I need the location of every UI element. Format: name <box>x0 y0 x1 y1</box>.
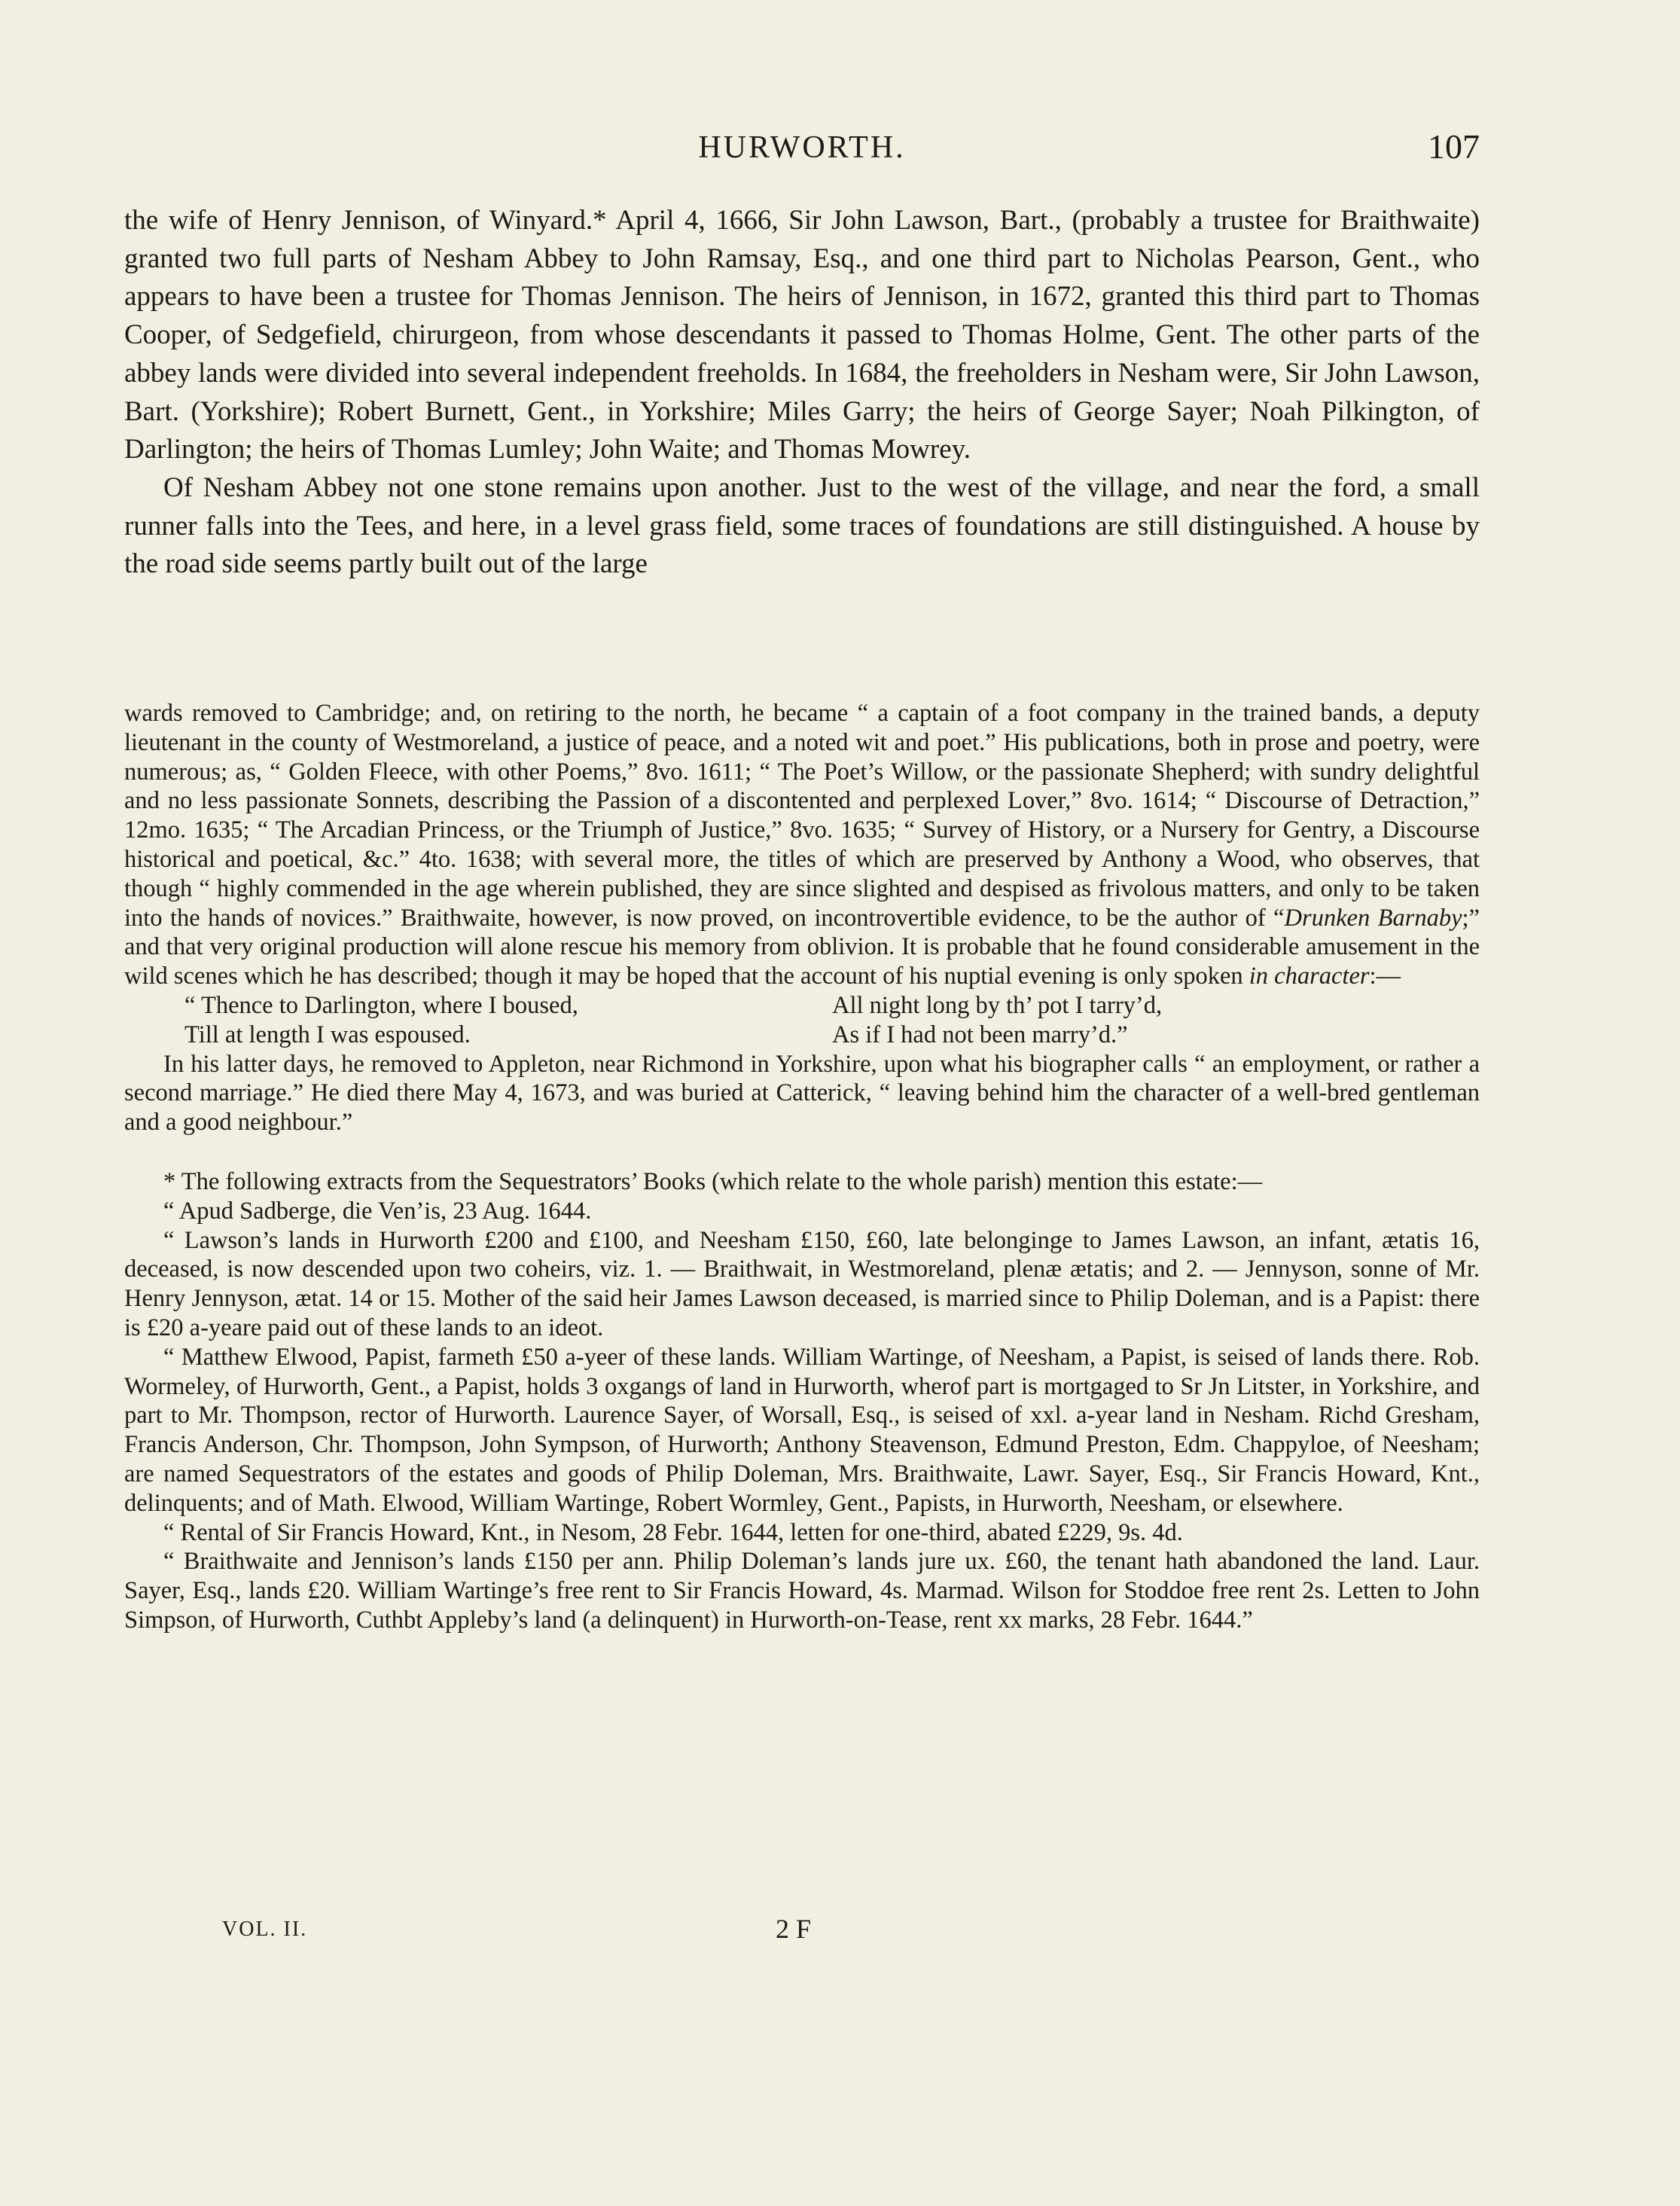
verse-line: All night long by th’ pot I tarry’d, <box>832 991 1163 1019</box>
main-paragraph-2: Of Nesham Abbey not one stone remains upon another. Just to the west of the village, and near the ford, a small runner falls into the Tees, and here, in a level grass field, some traces of foundations are still distinguished. A house by the road side seems partly built out of the large <box>124 471 1480 580</box>
footnote-text-part: :— <box>1369 963 1401 990</box>
sequestrators-extract-4: “ Braithwaite and Jennison’s lands £150 per ann. Philip Doleman’s lands jure ux. £60, the tenant hath abandoned the land. Laur. Sayer, Esq., lands £20. William Wartinge’s free rent to Sir Francis Howard, 4s. Marmad. Wilson for Stoddoe free rent 2s. Letten to John Simpson, of Hurworth, Cuthbt Appleby’s land (a delinquent) in Hurworth-on-Tease, rent xx marks, 28 Febr. 1644.” <box>124 1548 1480 1634</box>
footnote-gap <box>124 1137 1480 1167</box>
footnote-italic-title: Drunken Barnaby <box>1284 904 1462 932</box>
footnotes <box>124 699 1480 1635</box>
verse-quotation <box>124 991 1480 1050</box>
footnote-continuation <box>124 699 1480 991</box>
footnote-italic-phrase: in character <box>1249 963 1370 990</box>
sequestrators-extract-3: “ Rental of Sir Francis Howard, Knt., in Nesom, 28 Febr. 1644, letten for one-third, abated £229, 9s. 4d. <box>163 1518 1183 1546</box>
page-footer <box>222 1913 900 1946</box>
page-header <box>124 127 1480 179</box>
verse-right-column <box>832 991 1480 1050</box>
verse-left-column <box>184 991 832 1050</box>
footnote-paragraph: In his latter days, he removed to Appleton, near Richmond in Yorkshire, upon what his biographer calls “ an employment, or rather a second marriage.” He died there May 4, 1673, and was buried at Catterick, “ leaving behind him the character of a well-bred gentleman and a good neighbour.” <box>124 1050 1480 1137</box>
sequestrators-intro: * The following extracts from the Sequestrators’ Books (which relate to the whole parish) mention this estate:— <box>163 1167 1263 1195</box>
main-text <box>124 202 1480 584</box>
verse-line: As if I had not been marry’d.” <box>832 1021 1128 1048</box>
verse-line: “ Thence to Darlington, where I boused, <box>184 991 578 1019</box>
main-paragraph-1: the wife of Henry Jennison, of Winyard.* April 4, 1666, Sir John Lawson, Bart., (probably a trustee for Braithwaite) granted two full parts of Nesham Abbey to John Ramsay, Esq., and one third part to Nicholas Pearson, Gent., who appears to have been a trustee for Thomas Jennison. The heirs of Jennison, in 1672, granted this third part to Thomas Cooper, of Sedgefield, chirurgeon, from whose descendants it passed to Thomas Holme, Gent. The other parts of the abbey lands were divided into several independent freeholds. In 1684, the freeholders in Nesham were, Sir John Lawson, Bart. (Yorkshire); Robert Burnett, Gent., in Yorkshire; Miles Garry; the heirs of George Sayer; Noah Pilkington, of Darlington; the heirs of Thomas Lumley; John Waite; and Thomas Mowrey. <box>124 205 1480 465</box>
page-number: 107 <box>1428 127 1480 166</box>
verse-line: Till at length I was espoused. <box>184 1021 471 1048</box>
volume-label: VOL. II. <box>222 1918 308 1941</box>
sequestrators-heading: “ Apud Sadberge, die Ven’is, 23 Aug. 1644. <box>163 1197 592 1225</box>
footnote-text-part: ;” and that very original production will alone rescue his memory from oblivion. It is probable that he found considerable amusement in the wild scenes which he has described; though it may be hoped that the account of his nuptial evening is only spoken <box>124 904 1480 990</box>
sequestrators-extract-1: “ Lawson’s lands in Hurworth £200 and £100, and Neesham £150, £60, late belonginge to James Lawson, an infant, ætatis 16, deceased, is now descended upon two coheirs, viz. 1. — Braithwait, in Westmoreland, plenæ ætatis; and 2. — Jennyson, sonne of Mr. Henry Jennyson, ætat. 14 or 15. Mother of the said heir James Lawson deceased, is married since to Philip Doleman, and is a Papist: there is £20 a-yeare paid out of these lands to an ideot. <box>124 1226 1480 1341</box>
footnote-text-part: wards removed to Cambridge; and, on retiring to the north, he became “ a captain of a foot company in the trained bands, a deputy lieutenant in the county of Westmoreland, a justice of peace, and a noted wit and poet.” His publications, both in prose and poetry, were numerous; as, “ Golden Fleece, with other Poems,” 8vo. 1611; “ The Poet’s Willow, or the passionate Shepherd; with sundry delightful and no less passionate Sonnets, describing the Passion of a discontented and perplexed Lover,” 8vo. 1614; “ Discourse of Detraction,” 12mo. 1635; “ The Arcadian Princess, or the Triumph of Justice,” 8vo. 1635; “ Survey of History, or a Nursery for Gentry, a Discourse historical and poetical, &c.” 4to. 1638; with several more, the titles of which are preserved by Anthony a Wood, who observes, that though “ highly commended in the age wherein published, they are since slighted and despised as frivolous matters, and only to be taken into the hands of novices.” Braithwaite, however, is now proved, on incontrovertible evidence, to be the author of “ <box>124 700 1480 932</box>
running-title: HURWORTH. <box>698 130 906 165</box>
signature-mark: 2 F <box>776 1914 812 1944</box>
sequestrators-extract-2: “ Matthew Elwood, Papist, farmeth £50 a-yeer of these lands. William Wartinge, of Neesham, a Papist, is seised of lands there. Rob. Wormeley, of Hurworth, Gent., a Papist, holds 3 oxgangs of land in Hurworth, wherof part is mortgaged to Sr Jn Litster, in Yorkshire, and part to Mr. Thompson, rector of Hurworth. Laurence Sayer, of Worsall, Esq., is seised of xxl. a-year land in Nesham. Richd Gresham, Francis Anderson, Chr. Thompson, John Sympson, of Hurworth; Anthony Steavenson, Edmund Preston, Edm. Chappyloe, of Neesham; are named Sequestrators of the estates and goods of Philip Doleman, Mrs. Braithwaite, Lawr. Sayer, Esq., Sir Francis Howard, Knt., delinquents; and of Math. Elwood, William Wartinge, Robert Wormley, Gent., Papists, in Hurworth, Neesham, or elsewhere. <box>124 1343 1480 1517</box>
